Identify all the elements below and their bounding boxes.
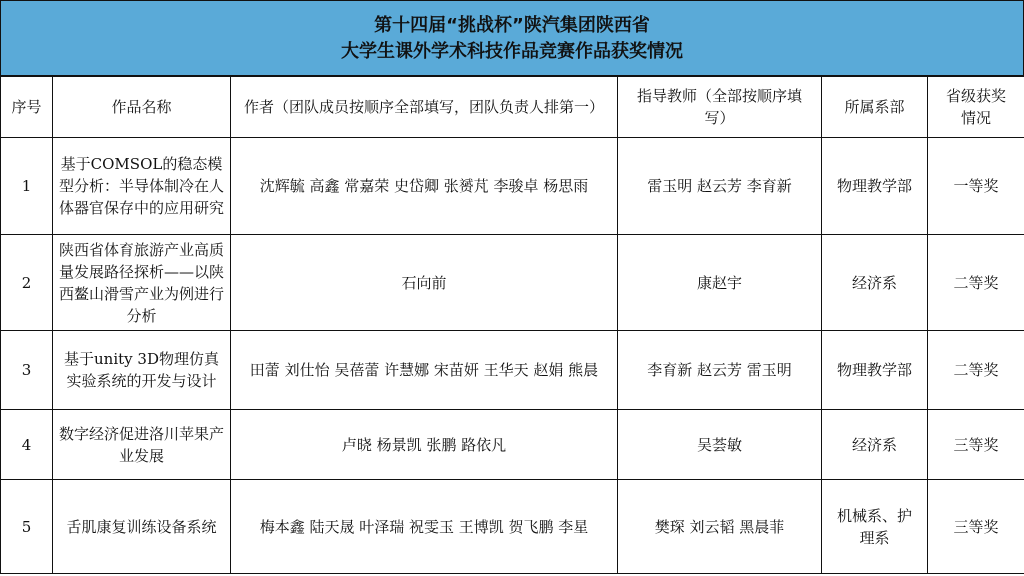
cell-award: 一等奖 — [928, 138, 1024, 235]
awards-table — [0, 75, 1024, 574]
cell-award: 二等奖 — [928, 235, 1024, 331]
cell-advisors: 康赵宇 — [618, 235, 822, 331]
table-row — [1, 138, 1024, 235]
cell-work: 舌肌康复训练设备系统 — [53, 480, 231, 574]
cell-award: 三等奖 — [928, 410, 1024, 480]
cell-authors: 梅本鑫 陆天晟 叶泽瑞 祝雯玉 王博凯 贺飞鹏 李星 — [231, 480, 618, 574]
header-advisors: 指导教师（全部按顺序填写） — [618, 76, 822, 138]
cell-seq: 1 — [1, 138, 53, 235]
header-row — [1, 76, 1024, 138]
cell-dept: 物理教学部 — [822, 331, 928, 410]
cell-authors: 沈辉毓 高鑫 常嘉荣 史岱卿 张赟芃 李骏卓 杨思雨 — [231, 138, 618, 235]
cell-advisors: 吴荟敏 — [618, 410, 822, 480]
header-authors: 作者（团队成员按顺序全部填写，团队负责人排第一） — [231, 76, 618, 138]
cell-seq: 4 — [1, 410, 53, 480]
cell-dept: 物理教学部 — [822, 138, 928, 235]
cell-authors: 卢晓 杨景凯 张鹏 路依凡 — [231, 410, 618, 480]
cell-advisors: 李育新 赵云芳 雷玉明 — [618, 331, 822, 410]
cell-seq: 2 — [1, 235, 53, 331]
cell-award: 三等奖 — [928, 480, 1024, 574]
cell-dept: 机械系、护理系 — [822, 480, 928, 574]
table-row — [1, 235, 1024, 331]
table-row — [1, 331, 1024, 410]
header-dept: 所属系部 — [822, 76, 928, 138]
cell-authors: 田蕾 刘仕怡 吴蓓蕾 许慧娜 宋苗妍 王华天 赵娟 熊晨 — [231, 331, 618, 410]
cell-dept: 经济系 — [822, 235, 928, 331]
cell-authors: 石向前 — [231, 235, 618, 331]
cell-advisors: 雷玉明 赵云芳 李育新 — [618, 138, 822, 235]
header-work: 作品名称 — [53, 76, 231, 138]
header-seq: 序号 — [1, 76, 53, 138]
cell-work: 数字经济促进洛川苹果产业发展 — [53, 410, 231, 480]
table-row — [1, 480, 1024, 574]
cell-award: 二等奖 — [928, 331, 1024, 410]
cell-work: 基于unity 3D物理仿真实验系统的开发与设计 — [53, 331, 231, 410]
cell-seq: 5 — [1, 480, 53, 574]
title-line-1: 第十四届“挑战杯”陕汽集团陕西省 — [374, 14, 650, 36]
header-award: 省级获奖情况 — [928, 76, 1024, 138]
title-banner — [0, 0, 1024, 77]
title-line-2: 大学生课外学术科技作品竞赛作品获奖情况 — [341, 40, 683, 62]
cell-advisors: 樊琛 刘云韬 黑晨菲 — [618, 480, 822, 574]
cell-work: 基于COMSOL的稳态模型分析：半导体制冷在人体器官保存中的应用研究 — [53, 138, 231, 235]
table-row — [1, 410, 1024, 480]
cell-dept: 经济系 — [822, 410, 928, 480]
cell-seq: 3 — [1, 331, 53, 410]
cell-work: 陕西省体育旅游产业高质量发展路径探析——以陕西鳌山滑雪产业为例进行分析 — [53, 235, 231, 331]
